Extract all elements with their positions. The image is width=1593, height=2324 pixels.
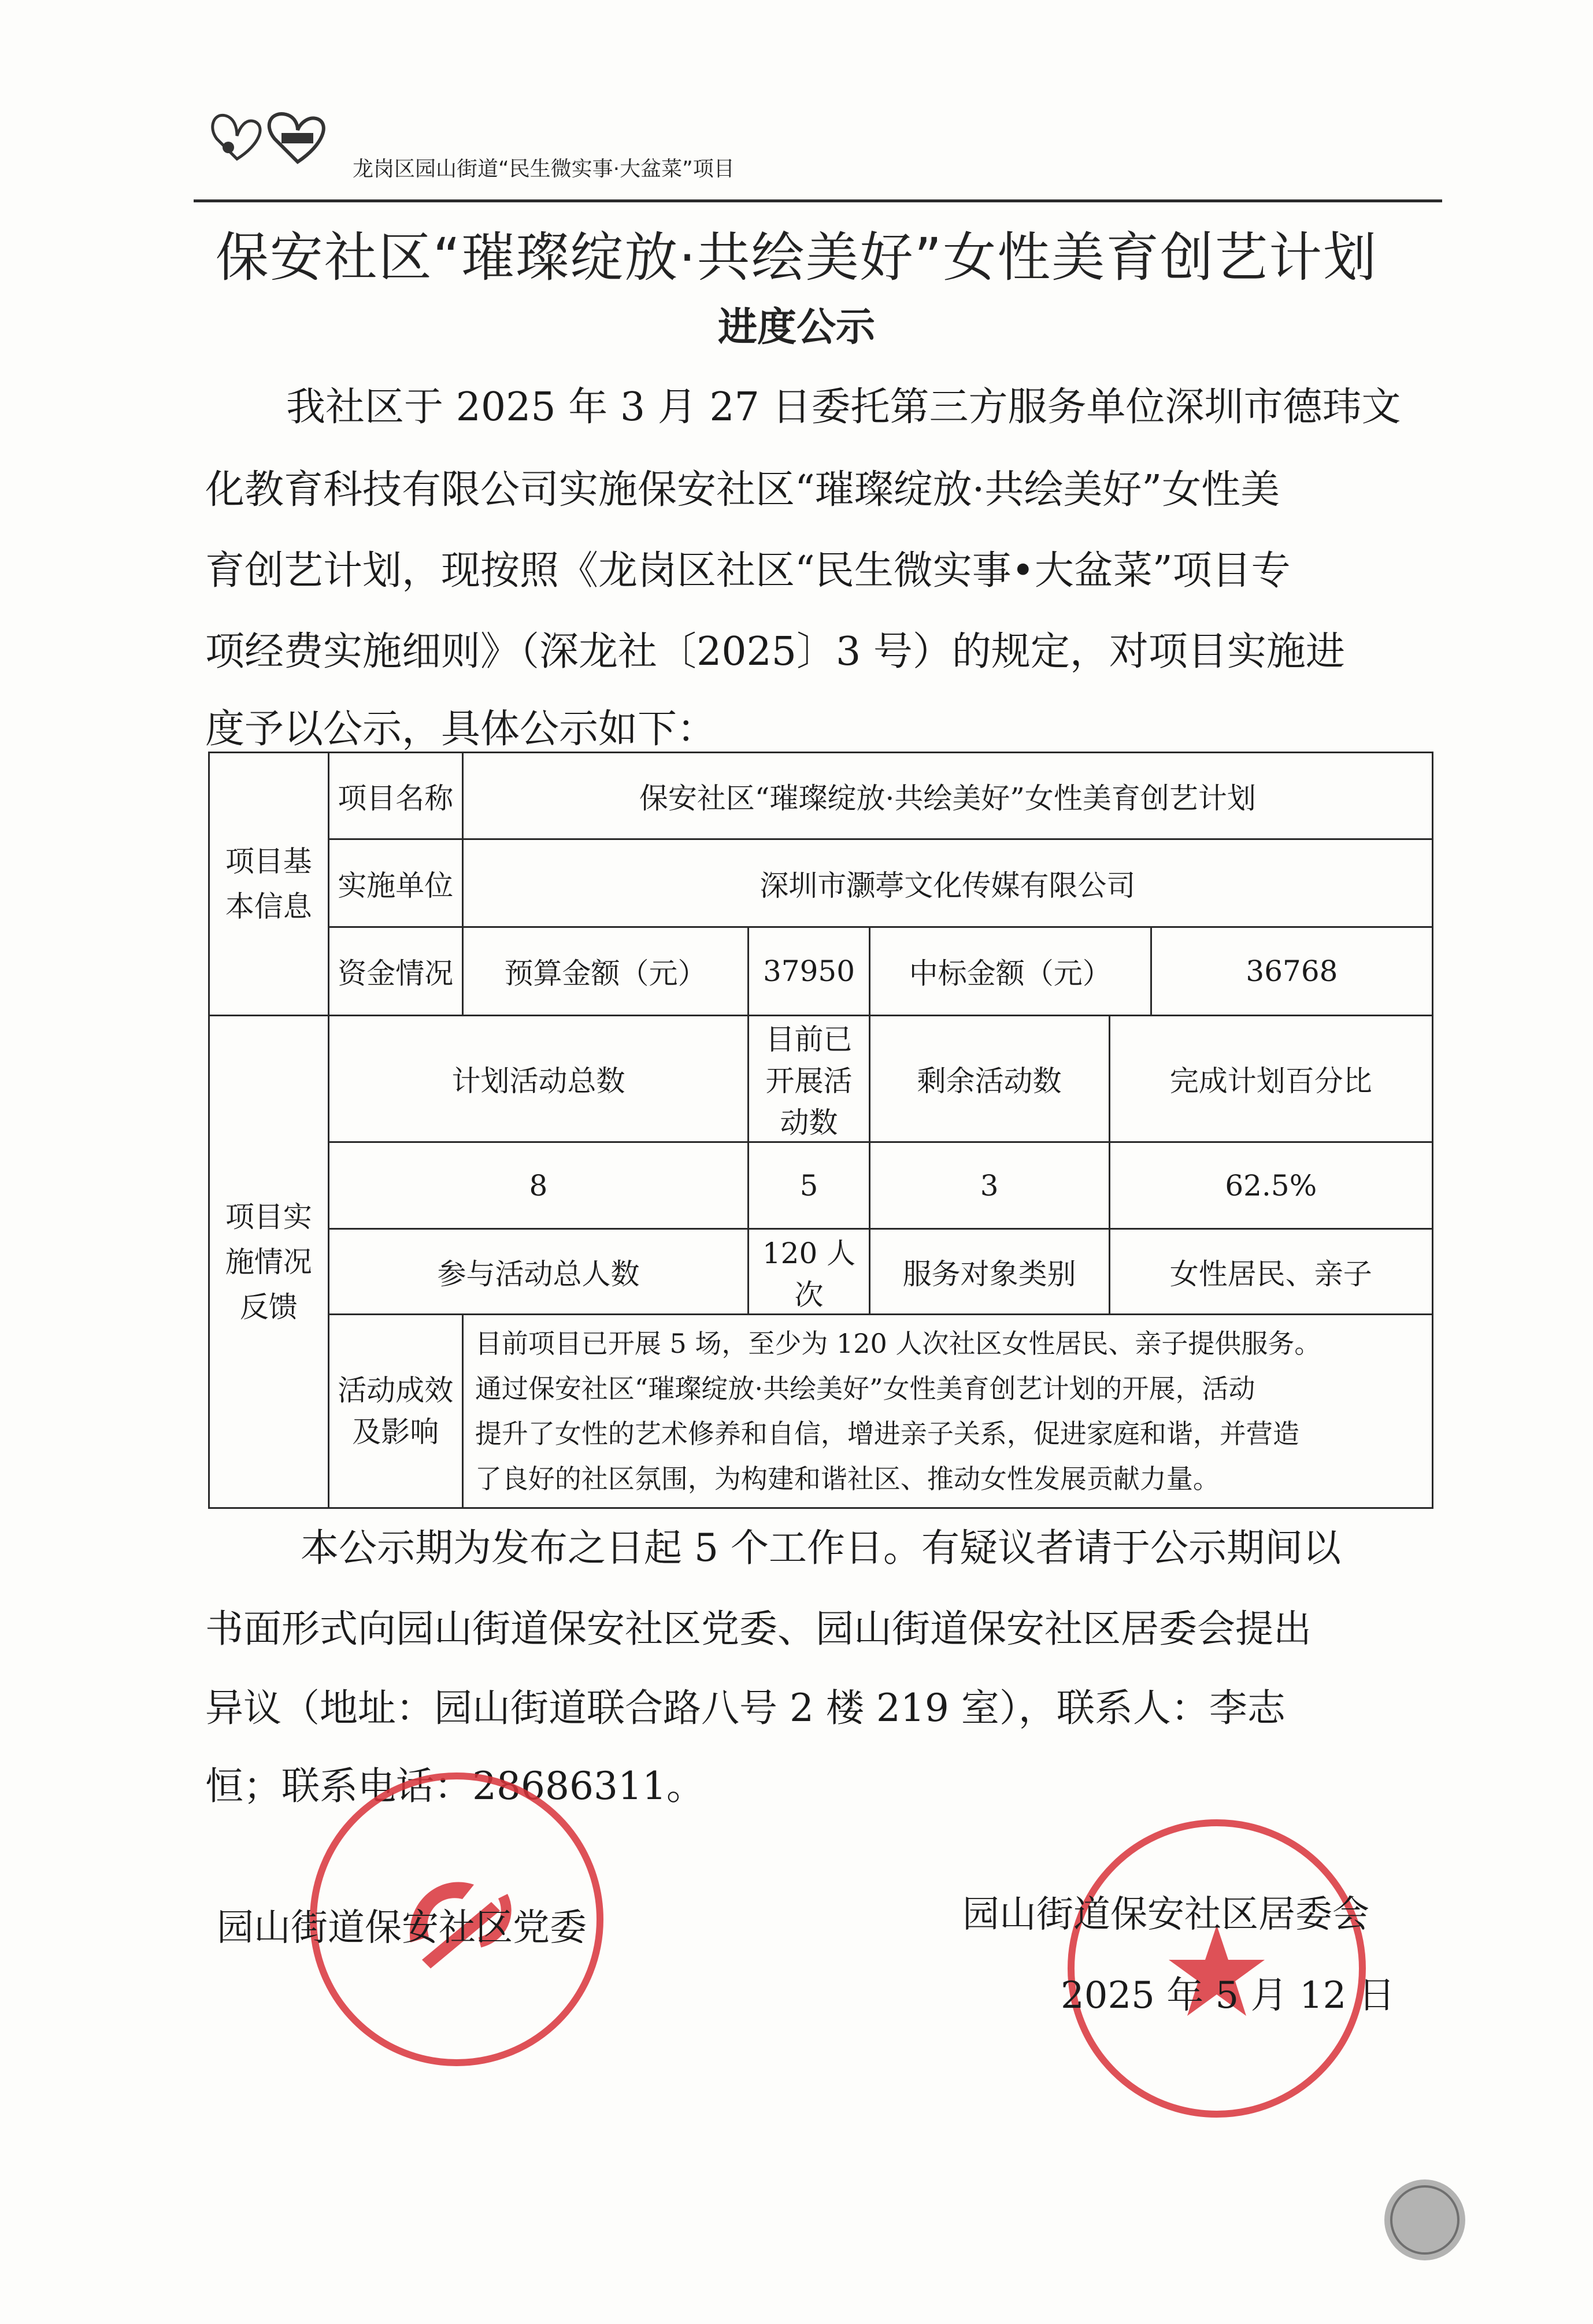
closing-line: 恒；联系电话：28686311。: [205, 1764, 705, 1808]
effect-label: 活动成效及影响: [328, 1315, 462, 1508]
value-pct: 62.5%: [1109, 1142, 1432, 1229]
intro-line: 我社区于 2025 年 3 月 27 日委托第三方服务单位深圳市德玮文: [286, 384, 1401, 430]
bid-value: 36768: [1246, 954, 1338, 988]
group-implementation: 项目实施情况反馈: [209, 1016, 329, 1508]
signature-residents-committee: 园山街道保安社区居委会: [962, 1893, 1369, 1936]
header-left-activities-cell: 剩余活动数: [869, 1016, 1109, 1142]
value-done: 5: [749, 1142, 869, 1229]
unit-label: 实施单位: [328, 839, 462, 927]
project-name-label: 项目名称: [328, 753, 462, 839]
document-title: 保安社区“璀璨绽放·共绘美好”女性美育创艺计划: [215, 227, 1378, 288]
bid-label: 中标金额（元）: [870, 928, 1151, 1015]
corner-stamp-icon: [1379, 2174, 1471, 2266]
target-value: 女性居民、亲子: [1109, 1229, 1432, 1315]
participants-value: 120 人次: [749, 1229, 869, 1315]
closing-line: 本公示期为发布之日起 5 个工作日。有疑议者请于公示期间以: [301, 1526, 1341, 1570]
header-pct: 完成计划百分比: [1109, 1016, 1432, 1142]
header-total-activities: 计划活动总数: [328, 1016, 749, 1142]
heart-logo-icon: [205, 104, 338, 173]
header-project-line: 龙岗区园山街道“民生微实事·大盆菜”项目: [353, 157, 735, 181]
budget-value: 37950: [749, 927, 869, 1016]
value-total: 8: [328, 1142, 749, 1229]
target-label: 服务对象类别: [869, 1229, 1109, 1315]
header-done-activities: 目前已开展活动数: [749, 1016, 869, 1142]
document-subtitle: 进度公示: [717, 305, 875, 350]
project-name-value: 保安社区“璀璨绽放·共绘美好”女性美育创艺计划: [462, 753, 1432, 839]
closing-line: 异议（地址：园山街道联合路八号 2 楼 219 室），联系人：李志: [205, 1686, 1285, 1730]
intro-line: 化教育科技有限公司实施保安社区“璀璨绽放·共绘美好”女性美: [205, 467, 1280, 513]
intro-line: 度予以公示，具体公示如下：: [205, 706, 717, 752]
funds-label: 资金情况: [328, 927, 462, 1016]
budget-label: 预算金额（元）: [462, 927, 748, 1016]
effect-description: 目前项目已开展 5 场，至少为 120 人次社区女性居民、亲子提供服务。 通过保安社区“璀璨绽放·共绘美好”女性美育创艺计划的开展，活动 提升了女性的艺术修养和自信，增进亲子关系，促进家庭和谐，并营造 了良好的社区氛围，为构建和谐社区、推动女性发展贡献力量。: [462, 1315, 1432, 1508]
unit-value: 深圳市灏葶文化传媒有限公司: [462, 839, 1432, 927]
participants-label: 参与活动总人数: [328, 1229, 749, 1315]
signature-date: 2025 年 5 月 12 日: [1061, 1974, 1395, 2017]
project-info-table: [208, 752, 1433, 1509]
group-basic-info: 项目基本信息: [209, 753, 329, 1016]
intro-line: 育创艺计划，现按照《龙岗区社区“民生微实事•大盆菜”项目专: [205, 548, 1291, 594]
intro-line: 项经费实施细则》（深龙社〔2025〕3 号）的规定，对项目实施进: [205, 629, 1345, 675]
value-left: 3: [869, 1142, 1109, 1229]
header-divider: [194, 199, 1442, 202]
closing-line: 书面形式向园山街道保安社区党委、园山街道保安社区居委会提出: [205, 1607, 1312, 1651]
signature-party-committee: 园山街道保安社区党委: [217, 1907, 587, 1949]
